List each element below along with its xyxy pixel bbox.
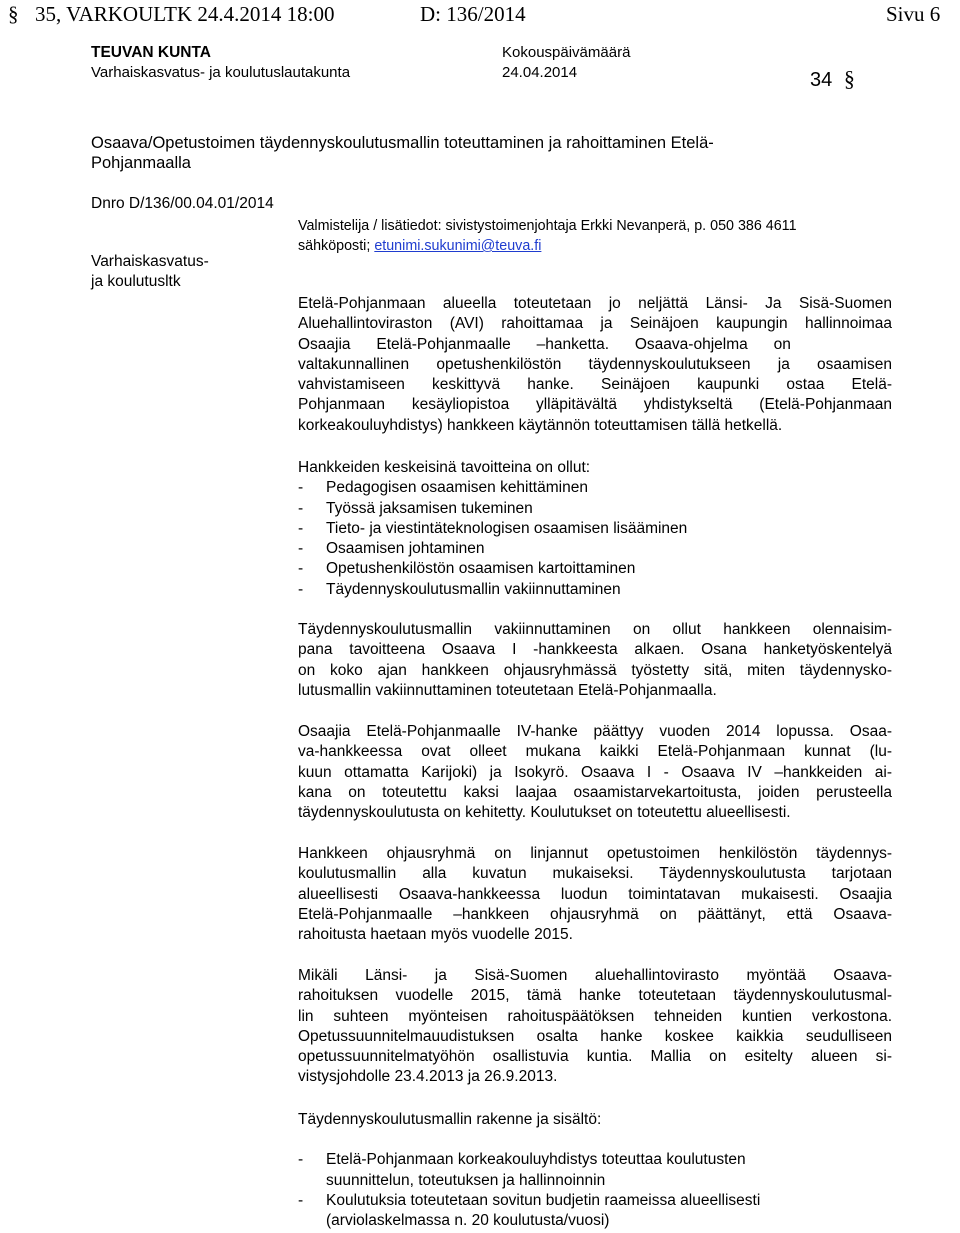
structure-section xyxy=(298,1110,892,1231)
meeting-date: 24.04.2014 xyxy=(502,64,578,81)
organization-name: TEUVAN KUNTA xyxy=(91,44,211,61)
paragraph-intro: Etelä-Pohjanmaan alueella toteutetaan jo neljättä Länsi- Ja Sisä-Suomen Aluehallintoviraston (AVI) rahoittamaa ja Seinäjoen kaupungin hallinnoimaa Osaajia Etelä-Pohjanmaalle –hanketta. Osaava-ohjelma on valtakunnallinen opetushenkilöstön täydennyskoulutukseen ja osaamisen vahvistamiseen keskittyvä hanke. Seinäjoen kaupunki ostaa Etelä- Pohjanmaan kesäyliopistoa ylläpitävältä yhdistykseltä (Etelä-Pohjanmaan korkeakouluyhdistys) hankkeen käytännön toteuttamisen tällä hetkellä. xyxy=(298,295,892,434)
page-number: Sivu 6 xyxy=(886,2,941,26)
section-mark: § xyxy=(8,2,19,26)
goals-intro: Hankkeiden keskeisinä tavoitteina on ollut: xyxy=(298,459,591,476)
list-item: - Etelä-Pohjanmaan korkeakouluyhdistys toteuttaa koulutusten suunnittelun, toteutuksen ja hallinnoinnin xyxy=(298,1150,892,1191)
structure-list xyxy=(298,1150,892,1231)
list-item: - Koulutuksia toteutetaan sovitun budjetin raameissa alueellisesti (arviolaskelmassa n. 20 koulutusta/vuosi) xyxy=(298,1191,892,1232)
structure-intro: Täydennyskoulutusmallin rakenne ja sisältö: xyxy=(298,1111,602,1128)
paragraph-model: Täydennyskoulutusmallin vakiinnuttaminen on ollut hankkeen olennaisim- pana tavoitteena Osaava I -hankkeesta alkaen. Osana hanketyöskentelyä on koko ajan hankkeen ohjausryhmässä työstetty sitä, miten täydennysko- lutusmallin vakiinnuttaminen toteutetaan Etelä-Pohjanmaalla. xyxy=(298,621,892,699)
section-number: 34 § xyxy=(810,66,855,91)
list-item: - Tieto- ja viestintäteknologisen osaamisen lisääminen xyxy=(298,519,892,539)
goals-section xyxy=(298,458,892,600)
paragraph-project-end: Osaajia Etelä-Pohjanmaalle IV-hanke päättyy vuoden 2014 lopussa. Osaa- va-hankkeessa ovat olleet mukana kaikki Etelä-Pohjanmaan kunnat (lu- kuun ottamatta Karijoki) ja Isokyrö. Osaava I - Osaava IV –hankkeiden ai- kana on toteutettu kaksi laajaa osaamistarvekartoitusta, joiden perusteella täydennyskoulutusta on kehitetty. Koulutukset on toteutettu alueellisesti. xyxy=(298,723,892,822)
page-top-line xyxy=(8,2,953,32)
list-item: - Täydennyskoulutusmallin vakiinnuttaminen xyxy=(298,580,892,600)
page-title: Osaava/Opetustoimen täydennyskoulutusmallin toteuttaminen ja rahoittaminen Etelä- Pohjanmaalla xyxy=(91,134,714,172)
paragraph-funding: Mikäli Länsi- ja Sisä-Suomen aluehallintovirasto myöntää Osaava- rahoituksen vuodelle 2015, tämä hanke toteutetaan täydennyskoulutusmal- lin suhteen myönteisen rahoituspäätöksen tehneiden kuntien verkostona. Opetussuunnitelmauudistuksen osalta hanke koskee kaikkia seudulliseen opetussuunnitelmatyöhön osallistuvia kuntia. Mallia on esitelty alueen si- vistysjohdolle 23.4.2013 ja 26.9.2013. xyxy=(298,967,892,1086)
preparer-info xyxy=(298,216,797,256)
paragraph-steering-group: Hankkeen ohjausryhmä on linjannut opetustoimen henkilöstön täydennys- koulutusmallin alla kuvatun mukaiseksi. Täydennyskoulutusta tarjotaan alueellisesti Osaava-hankkeessa luodun toimintatavan mukaisesti. Osaajia Etelä-Pohjanmaalle –hankkeen ohjausryhmä on päättänyt, että Osaava- rahoitusta haetaan myös vuodelle 2015. xyxy=(298,845,892,944)
email-link[interactable]: etunimi.sukunimi@teuva.fi xyxy=(374,238,542,254)
list-item: - Työssä jaksamisen tukeminen xyxy=(298,499,892,519)
board-label: Varhaiskasvatus- ja koulutusltk xyxy=(91,253,209,290)
meeting-date-label: Kokouspäivämäärä xyxy=(502,44,631,61)
list-item: - Osaamisen johtaminen xyxy=(298,539,892,559)
meeting-reference: 35, VARKOULTK 24.4.2014 18:00 xyxy=(35,2,335,26)
document-number: D: 136/2014 xyxy=(420,2,526,26)
board-name: Varhaiskasvatus- ja koulutuslautakunta xyxy=(91,64,351,81)
email-label: sähköposti; xyxy=(298,238,371,254)
list-item: - Pedagogisen osaamisen kehittäminen xyxy=(298,478,892,498)
goals-list xyxy=(298,478,892,600)
dnro: Dnro D/136/00.04.01/2014 xyxy=(91,195,274,212)
list-item: - Opetushenkilöstön osaamisen kartoittaminen xyxy=(298,559,892,579)
preparer-line: Valmistelija / lisätiedot: sivistystoimenjohtaja Erkki Nevanperä, p. 050 386 4611 xyxy=(298,218,797,234)
